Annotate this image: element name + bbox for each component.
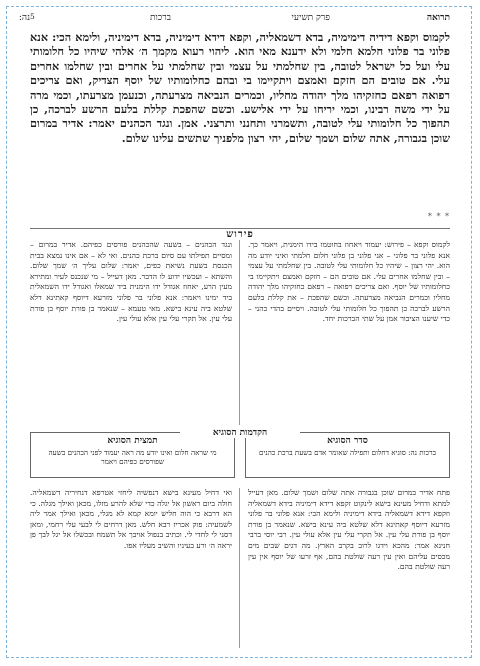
page-header [18,12,450,26]
sugya-order-box [245,432,450,478]
sugya-order-title: סדר הסוגיא [327,436,368,446]
column-divider [239,240,240,425]
summary-boxes [30,432,450,482]
lower-column-right [248,488,450,648]
commentary-column-right [248,240,450,425]
commentary-left-text: ונגד הכהנים – בשעה שהכהנים פורסים כפיהם. אדיר במרום – ומסיים תפילתו עם סיום ברכת כהנים. ואי לא – אם אינו נמצא בבית הכנסת בשעת נשיאת כפים, יאמר: שלום עליך ה׳ שמך שלום. והשתא – ועכשיו ידוע לו הדבר. מאן דעייל – מי שנכנס לעיר ומתירא מעין הרע, יאחוז אגודל ידו הימנית ביד שמאלו ואגודל ידו השמאלית ביד ימינו ויאמר: אנא פלוני בר פלוני מזרעא דיוסף קאתינא דלא שלטא ביה עינא בישא. מאי טעמא – שנאמר בן פורת יוסף בן פורת עלי עין. אל תקרי עלי עין אלא עולי עין. [30,240,232,324]
commentary-right-text: לקמוס וקפא – פירוש: יעמוד ויאחוז בחוטמו בידו הימנית, ויאמר כך. אנא פלוני בר פלוני – אני פלוני בן פלוני חלום חלמתי ואיני יודע מה הוא. יהי רצון – שיהיו כל חלומותי עלי לטובה. בין שחלמתי על עצמי – ובין שחלמו אחרים עלי. אם טובים הם – חזקם ואמצם ויתקיימו בי כחלומותיו של יוסף. ואם צריכים רפואה – רפאם כחזקיהו מלך יהודה מחליו וכמרים הנביאה מצרעתה. וכשם שהפכת – את קללת בלעם הרשע לברכה כן תהפוך כל חלומותי עלי לטובה. ויסיים בהדי כהני – כדי שיענו הציבור אמן על שתי הברכות יחד. [248,240,450,324]
lower-left-text: ואי דחיל מעינא בישא דנפשיה ליחזי אטרפא דנחיריה דשמאליה. חולה ביום ראשון אל יגלה כדי שלא להרע מזלו, מכאן ואילך מגלה. כי הא דרבא כי הוה חליש יומא קמא לא מגלי, מכאן ואילך אמר ליה לשמעיה: פוק אכריז רבא חלש. מאן דרחים לי לבעי עלי רחמי, ומאן דסני לי לחדי לי. וכתיב בנפול אויבך אל תשמח ובכשלו אל יגל לבך פן יראה ה׳ ורע בעיניו והשיב מעליו אפו. [30,488,232,550]
commentary-title-row [30,222,450,240]
lower-right-text: פתח אדיר במרום שוכן בגבורה אתה שלום ושמך שלום. מאן דעייל למתא ודחיל מעינא בישא לינקוט זקפא דידא דימיניה בידא דשמאליה וזקפא דידא דשמאליה בידא דימיניה ולימא הכי: אנא פלוני בר פלוני מזרעא דיוסף קאתינא דלא שלטא ביה עינא בישא. שנאמר בן פורת יוסף בן פורת עלי עין. אל תקרי עלי עין אלא עולי עין. רבי יוסי ברבי חנינא אמר: מהכא וידגו לרוב בקרב הארץ. מה דגים שבים מים מכסים עליהם ואין עין רעה שולטת בהם, אף זרעו של יוסף אין עין רעה שולטת בהם. [248,488,450,572]
folio-superscript: 5 [30,12,35,21]
sugya-summary-title: תמצית הסוגיא [107,436,158,446]
folio-number [18,12,35,26]
sugya-intro-title: הקדמות הסוגיא [180,427,300,438]
main-text-block [30,30,450,208]
lower-column-left [30,488,232,648]
chapter-label: פרק תשיעי [291,13,330,23]
tractate-name: ברכות [150,13,171,23]
sugya-summary-box [30,432,235,478]
commentary-title: פירוש [218,229,262,240]
sugya-order-body: ברכות נה: סוגיא דחלום ותפילה שאומר אדם בשעת ברכת כהנים [259,448,436,457]
commentary-columns [30,240,450,425]
folio-label: נה: [18,13,30,23]
chapter-name: תרואה [426,13,450,23]
main-text: לקמוס וקפא דידיה דימימיה, בדא דשמאליה, וקפא דידא דימיניה, בדא דימיניה, ולימא הכי: אנא פלוני בר פלוני חלמא חלמי ולא ידענא מאי הוא. ליהוי רעוא מקמך ה׳ אלהי שיהיו כל חלומותי עלי ועל כל ישראל לטובה, בין שחלמתי על עצמי ובין שחלמתי על אחרים ובין שחלמו אחרים עלי. אם טובים הם חזקם ואמצם ויתקיימו בי ובהם כחלומותיו של יוסף הצדיק, ואם צריכים רפואה רפאם כחזקיהו מלך יהודה מחליו, וכמרים הנביאה מצרעתה, וכנעמן מצרעתו, וכמי מרה על ידי משה רבינו, וכמי יריחו על ידי אלישע. וכשם שהפכת קללת בלעם הרשע לברכה, כן תהפוך כל חלומותי עלי לטובה, ותשמרני ותחנני ותרצני. אמן. ונגד הכהנים יאמר: אדיר במרום שוכן בגבורה, אתה שלום ושמך שלום, יהי רצון מלפניך שתשים עלינו שלום. [30,30,450,145]
sugya-summary-body: מי שראה חלום ואינו יודע מה ראה יעמוד לפני הכהנים בשעה שפורסים כפיהם ויאמר [48,448,217,467]
lower-column-divider [239,488,240,648]
lower-columns [30,488,450,648]
section-stars: * * * [427,212,450,221]
commentary-column-left [30,240,232,425]
